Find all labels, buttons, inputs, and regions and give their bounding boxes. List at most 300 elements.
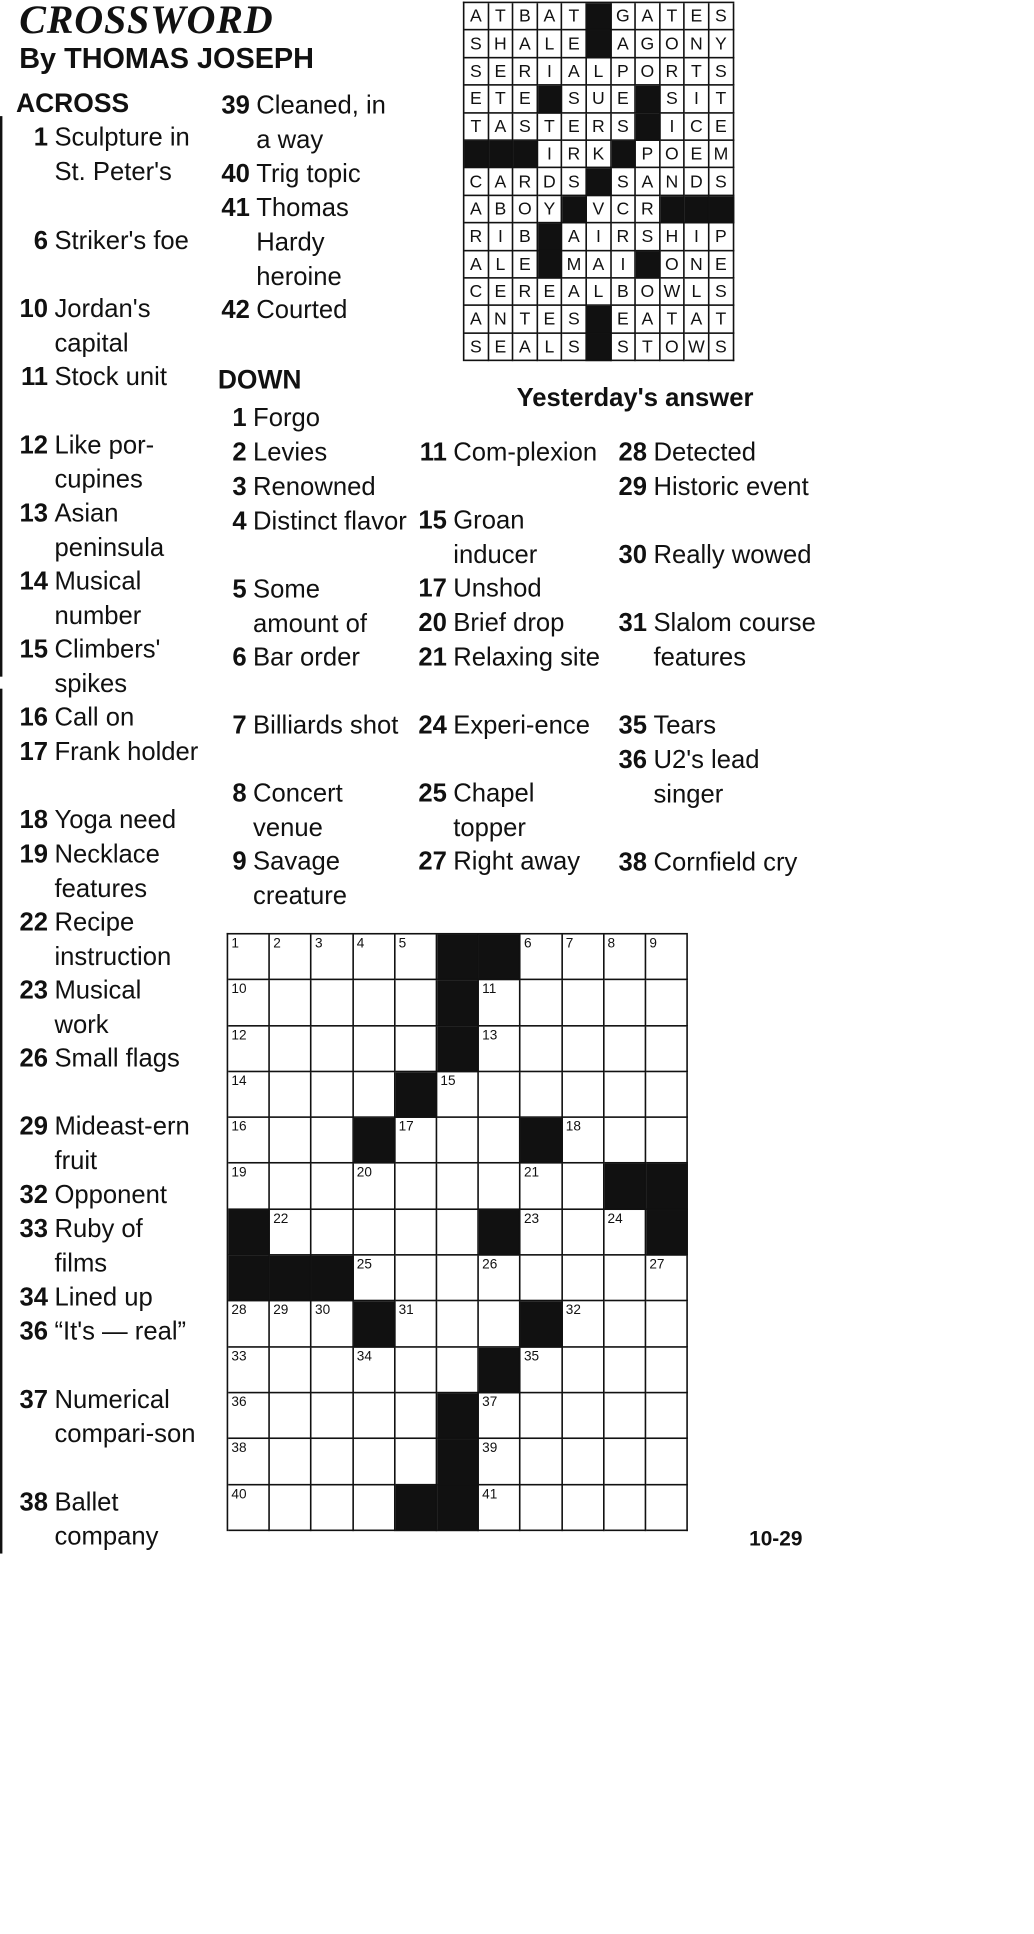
grid-square xyxy=(646,935,688,981)
grid-black-square xyxy=(479,935,521,981)
answer-letter: A xyxy=(611,31,635,59)
clue-text: Climbers' spikes xyxy=(54,634,161,698)
answer-letter: H xyxy=(489,31,513,59)
grid-square xyxy=(437,1302,479,1348)
grid-black-square xyxy=(312,1256,354,1302)
grid-square xyxy=(395,1026,437,1072)
grid-square xyxy=(354,1393,396,1439)
grid-square xyxy=(270,1072,312,1118)
answer-black-square xyxy=(538,224,562,252)
grid-square xyxy=(354,1347,396,1393)
clue-text: Some amount of xyxy=(253,574,368,638)
across-clue-29 xyxy=(16,1109,200,1178)
clue-text: Bar order xyxy=(253,642,360,672)
grid-square xyxy=(270,1485,312,1531)
answer-letter: T xyxy=(660,306,684,334)
answer-letter: I xyxy=(587,224,611,252)
grid-square xyxy=(395,1347,437,1393)
answer-letter: R xyxy=(562,141,586,169)
clue-number: 26 xyxy=(19,1043,49,1073)
square-number: 26 xyxy=(482,1256,498,1272)
grid-square xyxy=(395,935,437,981)
grid-square xyxy=(563,935,605,981)
answer-letter: I xyxy=(538,141,562,169)
grid-square xyxy=(604,1485,646,1531)
answer-letter: A xyxy=(636,168,660,196)
answer-black-square xyxy=(562,196,586,224)
across-clue-37 xyxy=(16,1382,200,1451)
grid-square xyxy=(228,1347,270,1393)
yesterdays-answer-label: Yesterday's answer xyxy=(516,382,754,412)
crossword-grid xyxy=(227,933,688,1531)
clue-text: Experi-ence xyxy=(453,710,590,740)
grid-black-square xyxy=(395,1072,437,1118)
answer-letter: S xyxy=(464,58,488,86)
across-clue-34 xyxy=(16,1280,200,1314)
clue-text: Unshod xyxy=(453,573,542,603)
answer-letter: M xyxy=(709,141,733,169)
grid-square xyxy=(604,1393,646,1439)
grid-square xyxy=(312,935,354,981)
square-number: 29 xyxy=(273,1302,289,1318)
answer-letter: O xyxy=(660,251,684,279)
grid-square xyxy=(563,1302,605,1348)
answer-black-square xyxy=(611,141,635,169)
square-number: 3 xyxy=(315,935,323,951)
answer-letter: C xyxy=(611,196,635,224)
across-clue-39 xyxy=(218,88,394,157)
answer-letter: O xyxy=(660,31,684,59)
down-clue-8 xyxy=(218,776,410,845)
grid-square xyxy=(479,1256,521,1302)
clue-number: 38 xyxy=(618,847,648,877)
answer-letter: B xyxy=(489,196,513,224)
clue-number: 15 xyxy=(418,505,447,535)
grid-square xyxy=(228,1118,270,1164)
square-number: 25 xyxy=(356,1256,372,1272)
answer-black-square xyxy=(489,141,513,169)
grid-square xyxy=(437,1256,479,1302)
answer-letter: E xyxy=(709,113,733,141)
grid-square xyxy=(395,1439,437,1485)
square-number: 9 xyxy=(649,935,657,951)
grid-square xyxy=(646,1393,688,1439)
grid-square xyxy=(228,1072,270,1118)
answer-letter: S xyxy=(709,3,733,31)
grid-square xyxy=(354,1072,396,1118)
answer-letter: O xyxy=(513,196,537,224)
clue-number: 39 xyxy=(221,90,250,120)
clue-number: 36 xyxy=(19,1316,49,1346)
grid-square xyxy=(228,1439,270,1485)
clue-number: 11 xyxy=(419,437,447,467)
answer-black-square xyxy=(587,168,611,196)
clue-number: 11 xyxy=(20,361,49,391)
answer-letter: O xyxy=(660,141,684,169)
answer-letter: R xyxy=(636,196,660,224)
answer-letter: S xyxy=(562,334,586,362)
answer-letter: S xyxy=(611,334,635,362)
answer-letter: E xyxy=(562,113,586,141)
across-clue-42 xyxy=(218,292,394,326)
grid-square xyxy=(646,1302,688,1348)
clue-text: Slalom course features xyxy=(653,607,816,672)
grid-black-square xyxy=(479,1210,521,1256)
square-number: 39 xyxy=(482,1440,498,1456)
across-clue-15 xyxy=(16,632,200,701)
answer-letter: A xyxy=(464,306,488,334)
clue-text: Right away xyxy=(453,846,581,876)
clue-number: 33 xyxy=(19,1214,49,1243)
square-number: 27 xyxy=(649,1256,665,1272)
grid-square xyxy=(521,1256,563,1302)
down-clue-30 xyxy=(618,537,826,571)
answer-letter: H xyxy=(660,224,684,252)
answer-letter: S xyxy=(562,168,586,196)
grid-square xyxy=(604,980,646,1026)
answer-letter: D xyxy=(685,168,709,196)
clue-text: Levies xyxy=(253,437,328,467)
grid-black-square xyxy=(437,1485,479,1531)
grid-square xyxy=(354,1164,396,1210)
answer-letter: G xyxy=(636,31,660,59)
square-number: 30 xyxy=(315,1302,331,1318)
answer-letter: E xyxy=(513,86,537,114)
across-clue-22 xyxy=(16,905,200,974)
clue-text: Concert venue xyxy=(253,778,343,842)
clue-text: Asian peninsula xyxy=(54,498,165,562)
clue-number: 15 xyxy=(19,634,49,664)
puzzle-byline: By THOMAS JOSEPH xyxy=(19,41,314,75)
puzzle-title: CROSSWORD xyxy=(19,0,274,42)
grid-square xyxy=(479,1485,521,1531)
grid-square xyxy=(312,1393,354,1439)
square-number: 37 xyxy=(482,1394,498,1410)
grid-square xyxy=(604,1072,646,1118)
grid-square xyxy=(479,1439,521,1485)
down-clue-28 xyxy=(618,435,826,469)
down-clue-15 xyxy=(418,503,610,572)
across-clue-13 xyxy=(16,496,200,565)
clue-text: Detected xyxy=(653,437,757,467)
grid-square xyxy=(228,1393,270,1439)
answer-letter: T xyxy=(538,113,562,141)
down-clue-5 xyxy=(218,572,410,641)
answer-letter: S xyxy=(709,168,733,196)
grid-square xyxy=(479,1118,521,1164)
across-clue-12 xyxy=(16,428,200,497)
answer-letter: R xyxy=(513,58,537,86)
down-clue-20 xyxy=(418,605,610,639)
answer-letter: E xyxy=(489,279,513,307)
clue-number: 22 xyxy=(19,907,49,937)
clue-number: 1 xyxy=(33,122,49,152)
clue-number: 25 xyxy=(418,778,447,808)
clue-text: “It's — real” xyxy=(54,1316,187,1346)
answer-letter: A xyxy=(464,196,488,224)
answer-letter: N xyxy=(685,31,709,59)
grid-square xyxy=(395,1393,437,1439)
answer-letter: E xyxy=(709,251,733,279)
answer-black-square xyxy=(685,196,709,224)
clue-number: 40 xyxy=(221,158,250,188)
answer-letter: E xyxy=(685,141,709,169)
answer-letter: A xyxy=(636,306,660,334)
grid-square xyxy=(479,1393,521,1439)
answer-letter: S xyxy=(562,306,586,334)
clue-number: 37 xyxy=(19,1384,49,1414)
square-number: 36 xyxy=(231,1394,247,1410)
square-number: 1 xyxy=(231,935,240,951)
across-clue-1 xyxy=(16,120,200,189)
answer-letter: S xyxy=(464,31,488,59)
grid-square xyxy=(395,1164,437,1210)
across-clue-26 xyxy=(16,1041,200,1075)
grid-square xyxy=(437,1072,479,1118)
down-clue-7 xyxy=(218,708,410,742)
grid-square xyxy=(228,980,270,1026)
clue-number: 19 xyxy=(19,839,49,869)
clue-number: 14 xyxy=(19,566,49,595)
answer-letter: L xyxy=(685,279,709,307)
grid-square xyxy=(228,1164,270,1210)
answer-black-square xyxy=(636,251,660,279)
square-number: 5 xyxy=(398,935,407,951)
down-clue-31 xyxy=(618,605,826,674)
square-number: 31 xyxy=(398,1302,414,1318)
across-heading: ACROSS xyxy=(16,88,130,118)
grid-black-square xyxy=(437,1393,479,1439)
grid-square xyxy=(563,1439,605,1485)
grid-square xyxy=(312,1302,354,1348)
clue-text: Lined up xyxy=(54,1282,153,1311)
answer-letter: Y xyxy=(709,31,733,59)
answer-letter: T xyxy=(709,86,733,114)
answer-letter: E xyxy=(489,58,513,86)
grid-square xyxy=(354,1210,396,1256)
across-clue-16 xyxy=(16,700,200,734)
answer-letter: L xyxy=(489,251,513,279)
answer-letter: T xyxy=(636,334,660,362)
down-clue-2 xyxy=(218,435,410,469)
clue-number: 10 xyxy=(19,293,49,323)
answer-letter: A xyxy=(464,251,488,279)
grid-black-square xyxy=(228,1256,270,1302)
clue-text: Opponent xyxy=(54,1179,168,1209)
grid-square xyxy=(354,1026,396,1072)
answer-letter: L xyxy=(587,279,611,307)
grid-square xyxy=(270,980,312,1026)
clue-number: 18 xyxy=(19,804,49,834)
clue-number: 1 xyxy=(232,402,247,432)
answer-letter: O xyxy=(660,334,684,362)
across-clue-10 xyxy=(16,291,200,360)
grid-square xyxy=(270,1393,312,1439)
answer-black-square xyxy=(587,306,611,334)
grid-square xyxy=(521,1026,563,1072)
clue-text: Historic event xyxy=(653,471,809,501)
answer-letter: T xyxy=(489,3,513,31)
grid-square xyxy=(563,1118,605,1164)
grid-square xyxy=(270,1164,312,1210)
answer-letter: S xyxy=(636,224,660,252)
clue-number: 35 xyxy=(618,710,648,740)
clue-text: Mideast-ern fruit xyxy=(54,1111,190,1175)
grid-square xyxy=(604,1302,646,1348)
square-number: 34 xyxy=(356,1348,372,1364)
square-number: 22 xyxy=(273,1210,289,1226)
clue-text: Frank holder xyxy=(54,736,199,766)
grid-square xyxy=(395,1118,437,1164)
grid-square xyxy=(270,1118,312,1164)
answer-letter: R xyxy=(513,279,537,307)
clue-text: Distinct flavor xyxy=(253,506,407,535)
answer-letter: N xyxy=(660,168,684,196)
answer-letter: S xyxy=(709,58,733,86)
answer-letter: A xyxy=(587,251,611,279)
clue-number: 41 xyxy=(221,192,250,222)
grid-square xyxy=(270,1210,312,1256)
grid-black-square xyxy=(646,1164,688,1210)
grid-square xyxy=(521,980,563,1026)
grid-square xyxy=(646,1485,688,1531)
grid-square xyxy=(437,1347,479,1393)
grid-square xyxy=(270,1302,312,1348)
grid-square xyxy=(563,1026,605,1072)
answer-letter: V xyxy=(587,196,611,224)
clue-number: 8 xyxy=(232,778,247,808)
clue-text: Thomas Hardy heroine xyxy=(256,192,349,291)
down-clue-24 xyxy=(418,708,610,742)
grid-square xyxy=(604,935,646,981)
square-number: 13 xyxy=(482,1027,498,1043)
clue-number: 34 xyxy=(19,1282,49,1311)
clue-number: 27 xyxy=(418,846,447,876)
answer-letter: C xyxy=(464,168,488,196)
answer-letter: U xyxy=(587,86,611,114)
grid-square xyxy=(604,1026,646,1072)
down-clue-9 xyxy=(218,844,410,913)
grid-square xyxy=(604,1118,646,1164)
clue-text: Billiards shot xyxy=(253,710,399,740)
down-clue-11 xyxy=(418,435,610,469)
grid-square xyxy=(521,1347,563,1393)
grid-black-square xyxy=(354,1302,396,1348)
answer-letter: L xyxy=(587,58,611,86)
clue-text: Recipe instruction xyxy=(54,907,172,971)
clue-number: 13 xyxy=(19,498,49,527)
clue-number: 12 xyxy=(19,430,49,459)
answer-letter: S xyxy=(562,86,586,114)
answer-letter: P xyxy=(611,58,635,86)
answer-letter: W xyxy=(685,334,709,362)
clue-text: Com-plexion xyxy=(453,437,598,467)
answer-letter: E xyxy=(513,251,537,279)
grid-square xyxy=(479,1302,521,1348)
answer-letter: A xyxy=(464,3,488,31)
answer-letter: L xyxy=(538,31,562,59)
grid-square xyxy=(604,1439,646,1485)
across-clue-11 xyxy=(16,360,200,394)
square-number: 15 xyxy=(440,1072,456,1089)
clue-number: 4 xyxy=(232,506,247,535)
clue-text: U2's lead singer xyxy=(653,744,760,809)
answer-letter: Y xyxy=(538,196,562,224)
square-number: 20 xyxy=(356,1164,372,1180)
grid-square xyxy=(521,935,563,981)
square-number: 7 xyxy=(565,935,574,951)
grid-black-square xyxy=(604,1164,646,1210)
clue-number: 7 xyxy=(232,710,247,740)
across-clue-38 xyxy=(16,1485,200,1554)
grid-square xyxy=(312,1210,354,1256)
answer-letter: L xyxy=(538,334,562,362)
answer-letter: A xyxy=(562,224,586,252)
across-clue-40 xyxy=(218,156,394,190)
down-clue-21 xyxy=(418,640,610,674)
clue-number: 16 xyxy=(19,702,49,732)
across-clue-19 xyxy=(16,837,200,906)
across-clue-36 xyxy=(16,1314,200,1348)
clue-text: Sculpture in St. Peter's xyxy=(54,122,190,186)
grid-square xyxy=(312,1072,354,1118)
clue-text: Brief drop xyxy=(453,607,565,637)
answer-letter: T xyxy=(685,58,709,86)
grid-square xyxy=(437,1118,479,1164)
grid-black-square xyxy=(521,1118,563,1164)
answer-letter: K xyxy=(587,141,611,169)
across-clue-17 xyxy=(16,734,200,768)
answer-letter: N xyxy=(489,306,513,334)
down-clue-36 xyxy=(618,742,826,811)
answer-letter: T xyxy=(562,3,586,31)
clue-number: 20 xyxy=(418,607,447,637)
down-clue-29 xyxy=(618,469,826,503)
grid-square xyxy=(395,980,437,1026)
square-number: 19 xyxy=(231,1164,247,1180)
grid-square xyxy=(354,980,396,1026)
clue-number: 24 xyxy=(418,710,447,740)
clue-number: 28 xyxy=(618,437,648,467)
square-number: 40 xyxy=(231,1485,247,1502)
answer-letter: I xyxy=(611,251,635,279)
answer-letter: B xyxy=(513,224,537,252)
answer-letter: S xyxy=(464,334,488,362)
answer-letter: E xyxy=(464,86,488,114)
clue-text: Really wowed xyxy=(653,539,812,569)
grid-square xyxy=(270,1347,312,1393)
grid-square xyxy=(270,1026,312,1072)
grid-black-square xyxy=(354,1118,396,1164)
square-number: 28 xyxy=(231,1302,247,1318)
grid-square xyxy=(228,935,270,981)
answer-letter: W xyxy=(660,279,684,307)
grid-square xyxy=(228,1485,270,1531)
clue-text: Relaxing site xyxy=(453,642,600,672)
answer-black-square xyxy=(587,31,611,59)
answer-letter: P xyxy=(709,224,733,252)
answer-black-square xyxy=(660,196,684,224)
across-clue-41 xyxy=(218,191,394,294)
answer-letter: R xyxy=(513,168,537,196)
clue-number: 9 xyxy=(232,846,247,876)
grid-square xyxy=(354,935,396,981)
answer-letter: S xyxy=(660,86,684,114)
answer-letter: C xyxy=(685,113,709,141)
answer-letter: R xyxy=(611,224,635,252)
square-number: 21 xyxy=(523,1164,540,1180)
answer-black-square xyxy=(587,3,611,31)
